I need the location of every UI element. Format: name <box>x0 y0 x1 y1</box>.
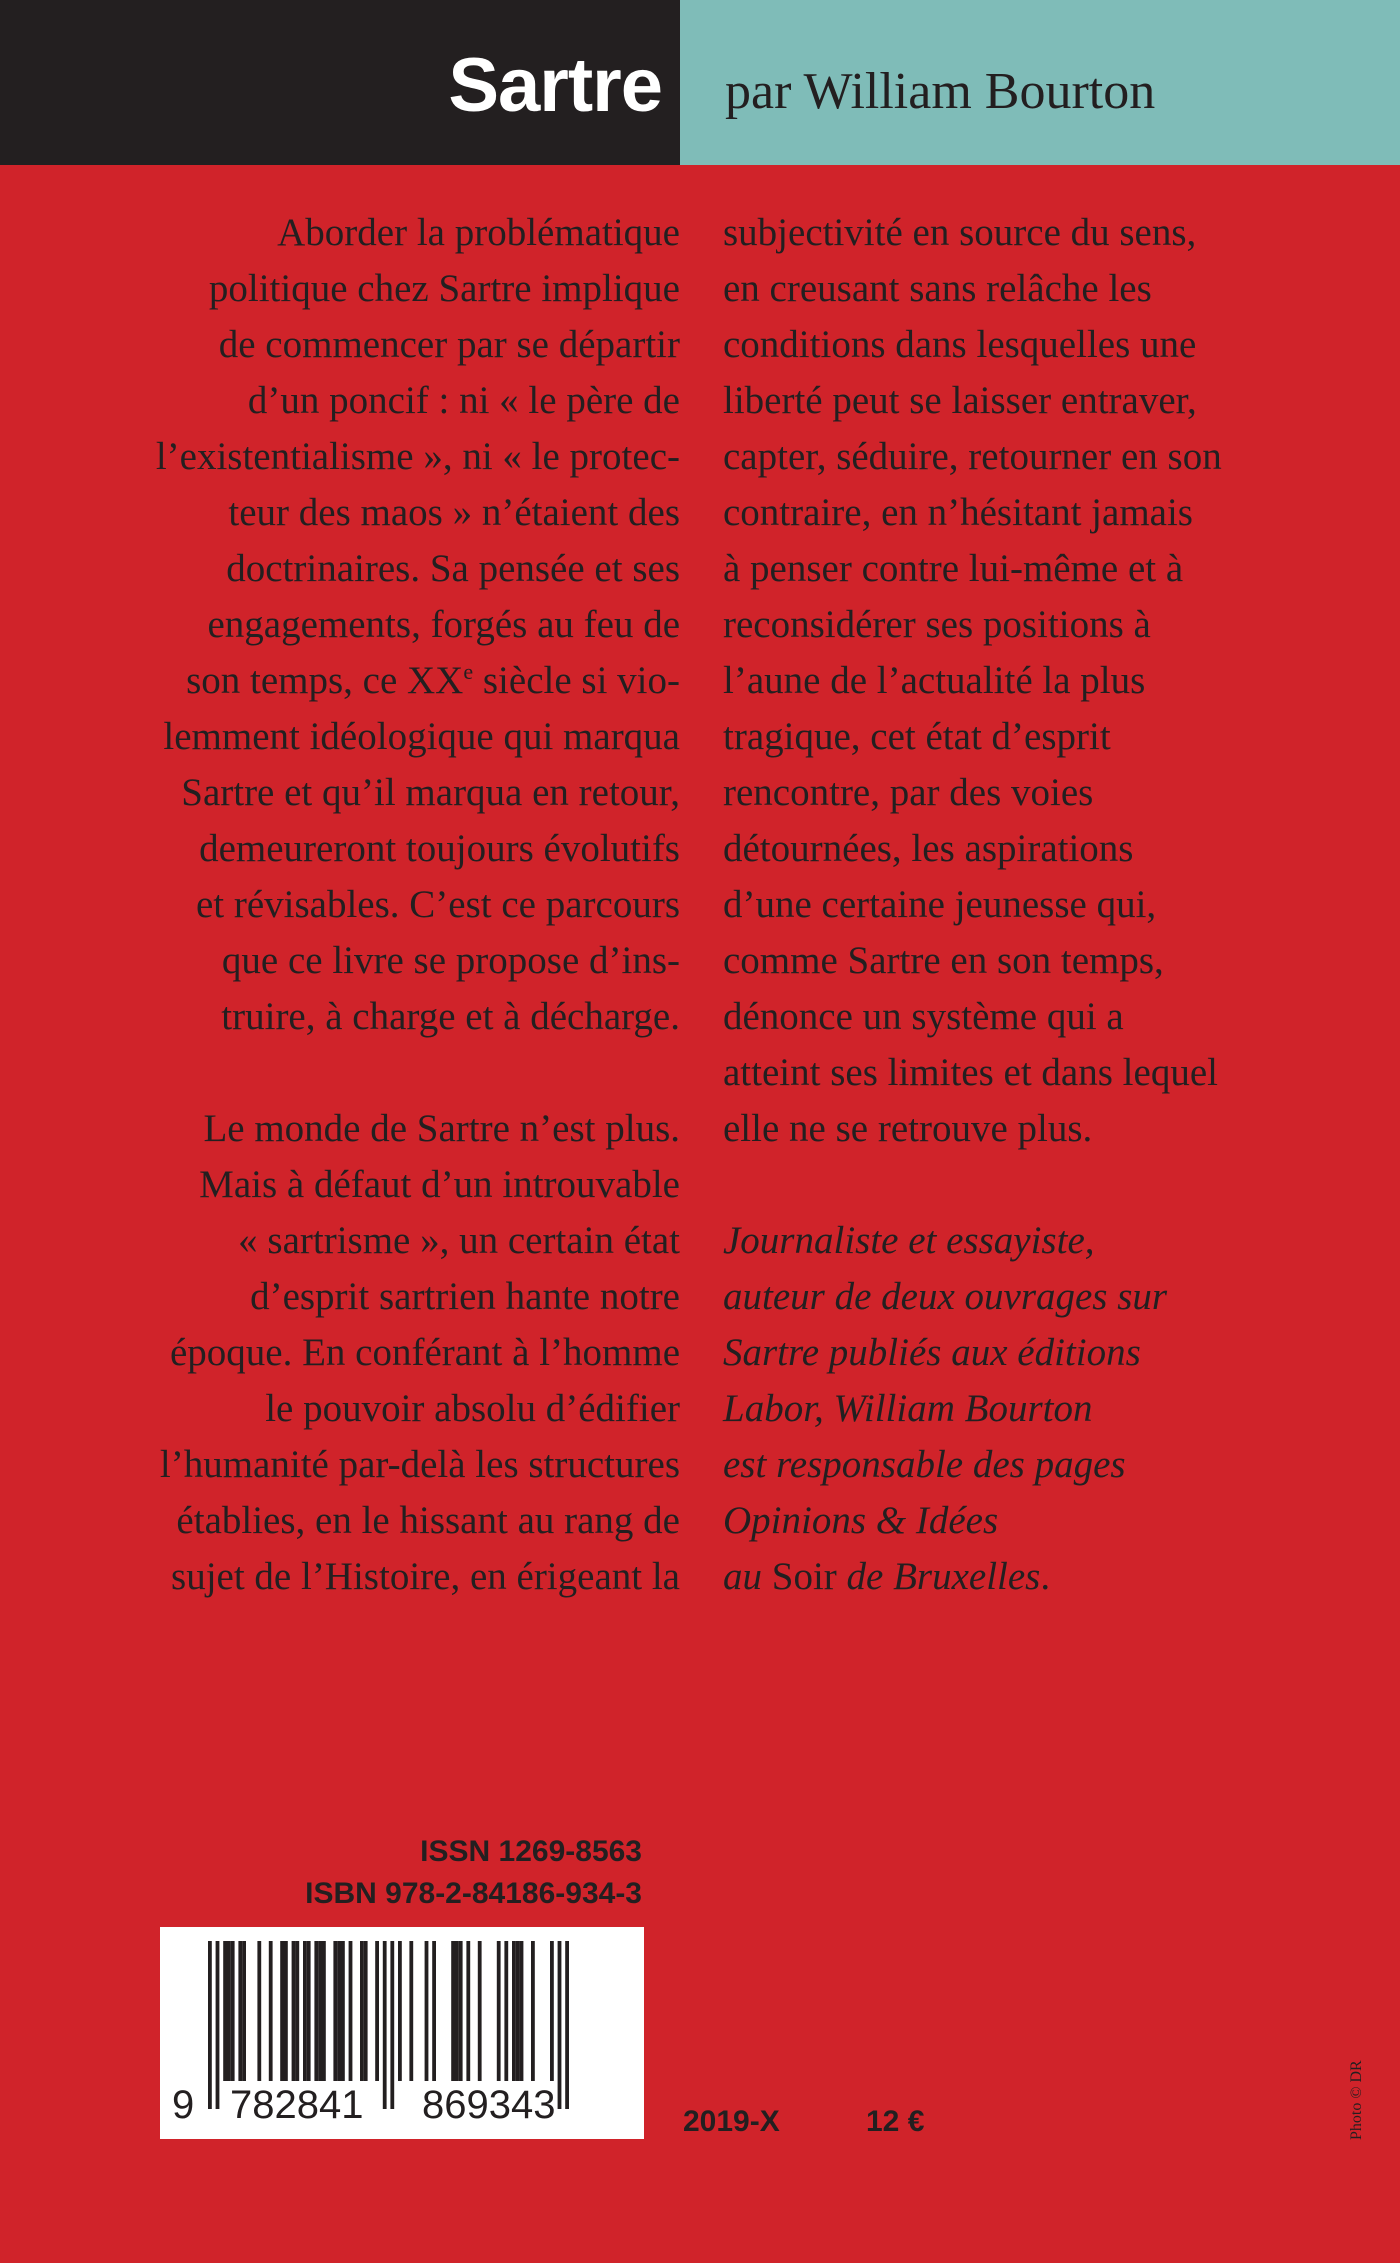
barcode-bar <box>280 1941 284 2081</box>
barcode-bar <box>257 1941 261 2081</box>
barcode-bar <box>341 1941 345 2081</box>
barcode-bar <box>337 1941 341 2081</box>
text-line: l’aune de l’actualité la plus <box>723 659 1146 702</box>
edition-code: 2019-X <box>683 2105 780 2138</box>
bio-line: Opinions & Idées <box>723 1499 999 1542</box>
barcode-bar <box>409 1941 413 2081</box>
text-line: époque. En conférant à l’homme <box>169 1331 680 1374</box>
barcode-bar <box>295 1941 299 2081</box>
text-line: capter, séduire, retourner en son <box>723 435 1222 478</box>
barcode-bar <box>520 1941 524 2081</box>
text-line: atteint ses limites et dans lequel <box>723 1051 1218 1094</box>
barcode-bar <box>223 1941 227 2081</box>
bio-line: Sartre publiés aux éditions <box>723 1331 1141 1374</box>
text-line: Aborder la problématique <box>277 211 680 254</box>
text-line: tragique, cet état d’esprit <box>723 715 1111 758</box>
price: 12 € <box>866 2105 925 2138</box>
bio-line: auteur de deux ouvrages sur <box>723 1275 1168 1318</box>
barcode-guard-bar <box>383 1941 387 2109</box>
bio-last-line <box>723 1549 1303 1605</box>
bio-suffix: de Bruxelles <box>836 1555 1041 1598</box>
text-line: dénonce un système qui a <box>723 995 1124 1038</box>
barcode-bar <box>459 1941 463 2081</box>
title-block <box>0 0 680 165</box>
text-line: contraire, en n’hésitant jamais <box>723 491 1193 534</box>
text-line: son temps, ce XXe siècle si vio- <box>186 659 680 702</box>
text-line: Mais à défaut d’un introuvable <box>199 1163 680 1206</box>
barcode-bar <box>451 1941 455 2081</box>
barcode-bar <box>322 1941 326 2081</box>
barcode-guard-bar <box>390 1941 394 2109</box>
photo-credit: Photo © DR <box>1348 2060 1365 2140</box>
barcode-bar <box>227 1941 231 2081</box>
text-line: reconsidérer ses positions à <box>723 603 1151 646</box>
text-line: de commencer par se départir <box>218 323 680 366</box>
text-line: doctrinaires. Sa pensée et ses <box>226 547 680 590</box>
right-paragraph <box>723 205 1303 1157</box>
bio-line: Journaliste et essayiste, <box>723 1219 1095 1262</box>
text-line: rencontre, par des voies <box>723 771 1094 814</box>
barcode-guard-bar <box>216 1941 220 2109</box>
barcode-bar <box>269 1941 273 2081</box>
bio-prefix: au <box>723 1555 772 1598</box>
isbn-code: ISBN 978-2-84186-934-3 <box>305 1877 642 1910</box>
barcode-bar <box>466 1941 470 2081</box>
book-title: Sartre <box>448 43 662 128</box>
barcode-right-digits: 869343 <box>422 2083 556 2127</box>
text-line: demeureront toujours évolutifs <box>199 827 680 870</box>
text-line: l’humanité par-delà les structures <box>159 1443 680 1486</box>
barcode-bar <box>516 1941 520 2081</box>
barcode-bar <box>455 1941 459 2081</box>
barcode-bar <box>318 1941 322 2081</box>
text-line: sujet de l’Histoire, en érigeant la <box>171 1555 680 1598</box>
barcode-bar <box>284 1941 288 2081</box>
text-line: truire, à charge et à décharge. <box>221 995 680 1038</box>
barcode <box>160 1927 644 2139</box>
bio-line: est responsable des pages <box>723 1443 1126 1486</box>
text-line: subjectivité en source du sens, <box>723 211 1197 254</box>
barcode-bar <box>242 1941 246 2081</box>
text-line: d’une certaine jeunesse qui, <box>723 883 1157 926</box>
barcode-left-digits: 782841 <box>230 2083 364 2127</box>
text-line: Le monde de Sartre n’est plus. <box>203 1107 680 1150</box>
text-line: et révisables. C’est ce parcours <box>195 883 680 926</box>
text-line: conditions dans lesquelles une <box>723 323 1197 366</box>
barcode-bar <box>398 1941 402 2081</box>
bio-end: . <box>1040 1555 1051 1598</box>
newspaper-name: Soir <box>771 1555 837 1598</box>
barcode-bar <box>231 1941 235 2081</box>
barcode-bar <box>550 1941 554 2081</box>
barcode-bar <box>531 1941 535 2081</box>
left-column <box>110 205 680 1605</box>
bio-line: Labor, William Bourton <box>723 1387 1093 1430</box>
text-line: elle ne se retrouve plus. <box>723 1107 1093 1150</box>
barcode-bar <box>512 1941 516 2081</box>
left-paragraph-2 <box>110 1101 680 1605</box>
text-line: établies, en le hissant au rang de <box>176 1499 680 1542</box>
cover-header <box>0 0 1400 165</box>
text-line: teur des maos » n’étaient des <box>228 491 680 534</box>
right-column <box>723 205 1303 1605</box>
text-line: lemment idéologique qui marqua <box>163 715 680 758</box>
paragraph-gap <box>110 1045 680 1101</box>
text-line: politique chez Sartre implique <box>208 267 680 310</box>
barcode-bar <box>349 1941 353 2081</box>
barcode-first-digit: 9 <box>172 2083 195 2127</box>
barcode-bar <box>375 1941 379 2081</box>
barcode-guard-bar <box>565 1941 569 2109</box>
text-line: Sartre et qu’il marqua en retour, <box>181 771 680 814</box>
text-line: liberté peut se laisser entraver, <box>723 379 1197 422</box>
barcode-bar <box>425 1941 429 2081</box>
barcode-bar <box>333 1941 337 2081</box>
issn-code: ISSN 1269-8563 <box>420 1835 642 1868</box>
barcode-bar <box>432 1941 436 2081</box>
barcode-bar <box>497 1941 501 2081</box>
barcode-guard-bar <box>208 1941 212 2109</box>
barcode-bar <box>292 1941 296 2081</box>
text-line: comme Sartre en son temps, <box>723 939 1164 982</box>
barcode-bar <box>364 1941 368 2081</box>
barcode-bar <box>360 1941 364 2081</box>
barcode-bar <box>303 1941 307 2081</box>
barcode-bar <box>504 1941 508 2081</box>
text-line: à penser contre lui-même et à <box>723 547 1184 590</box>
barcode-bar <box>307 1941 311 2081</box>
text-line: l’existentialisme », ni « le protec- <box>155 435 680 478</box>
barcode-bar <box>238 1941 242 2081</box>
text-line: « sartrisme », un certain état <box>238 1219 680 1262</box>
text-line: d’esprit sartrien hante notre <box>250 1275 680 1318</box>
text-line: le pouvoir absolu d’édifier <box>265 1387 680 1430</box>
author-block <box>680 0 1400 165</box>
text-line: en creusant sans relâche les <box>723 267 1152 310</box>
text-line: que ce livre se propose d’ins- <box>221 939 680 982</box>
barcode-bar <box>314 1941 318 2081</box>
text-line: d’un poncif : ni « le père de <box>247 379 680 422</box>
barcode-guard-bar <box>558 1941 562 2109</box>
paragraph-gap <box>723 1157 1303 1213</box>
author-bio <box>723 1213 1303 1605</box>
text-line: engagements, forgés au feu de <box>207 603 680 646</box>
text-line: détournées, les aspirations <box>723 827 1134 870</box>
book-author: par William Bourton <box>725 63 1156 120</box>
left-paragraph-1 <box>110 205 680 1045</box>
barcode-bar <box>478 1941 482 2081</box>
